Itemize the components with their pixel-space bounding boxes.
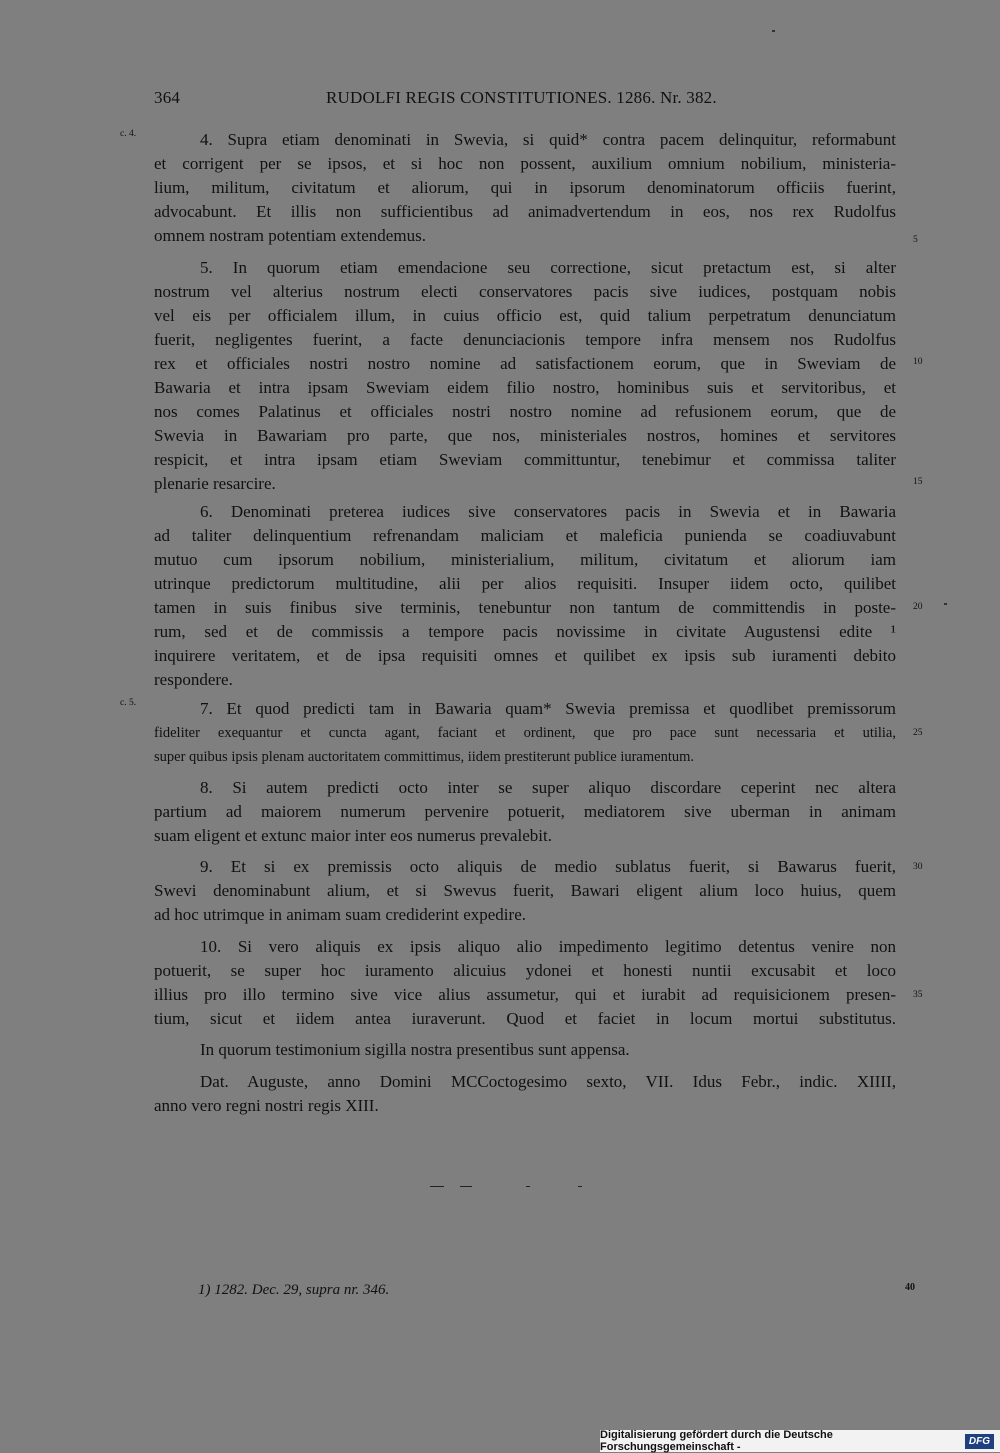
text-line: fideliter exequantur et cuncta agant, faciant et ordinent, que pro pace sunt necessaria et utilia, (154, 725, 896, 741)
line-number: 25 (913, 728, 923, 738)
section-divider (460, 1186, 472, 1187)
text-line: inquirere veritatem, et de ipsa requisiti omnes et quilibet ex ipsis sub iuramenti debito (154, 646, 896, 665)
text-line: nostrum vel alterius nostrum electi conservatores pacis sive iudices, postquam nobis (154, 282, 896, 301)
text-line: 8. Si autem predicti octo inter se super aliquo discordare ceperint nec altera (200, 778, 896, 797)
line-number: 40 (905, 1282, 915, 1293)
text-line: In quorum testimonium sigilla nostra presentibus sunt appensa. (200, 1040, 630, 1059)
margin-reference: c. 4. (120, 129, 137, 139)
section-divider (578, 1186, 582, 1187)
text-line: Bawaria et intra ipsam Sweviam eidem filio nostro, hominibus suis et servitoribus, et (154, 378, 896, 397)
text-line: 10. Si vero aliquis ex ipsis aliquo alio impedimento legitimo detentus venire non (200, 937, 896, 956)
text-line: suam eligent et extunc maior inter eos numerus prevalebit. (154, 826, 552, 845)
text-line: tium, sicut et iidem antea iuraverunt. Quod et faciet in locum mortui substitutus. (154, 1009, 896, 1028)
funding-banner (600, 1430, 1000, 1452)
text-line: 7. Et quod predicti tam in Bawaria quam* Swevia premissa et quodlibet premissorum (200, 699, 896, 718)
text-line: tamen in suis finibus sive terminis, tenebuntur non tantum de committendis in poste- (154, 598, 896, 617)
text-line: advocabunt. Et illis non sufficientibus ad animadvertendum in eos, nos rex Rudolfus (154, 202, 896, 221)
section-divider (526, 1186, 530, 1187)
section-divider (430, 1186, 444, 1187)
text-line: potuerit, se super hoc iuramento alicuius ydonei et honesti nuntii excusabit et loco (154, 961, 896, 980)
text-line: fuerit, negligentes fuerint, a facte denunciacionis tempore infra mensem nos Rudolfus (154, 330, 896, 349)
line-number: 10 (913, 357, 923, 367)
text-line: Dat. Auguste, anno Domini MCCoctogesimo sexto, VII. Idus Febr., indic. XIIII, (200, 1072, 896, 1091)
text-line: rex et officiales nostri nostro nomine ad satisfactionem eorum, que in Sweviam de (154, 354, 896, 373)
scan-speck (944, 603, 947, 605)
text-line: omnem nostram potentiam extendemus. (154, 226, 426, 245)
running-title: RUDOLFI REGIS CONSTITUTIONES. 1286. Nr. 382. (326, 88, 717, 107)
text-line: 9. Et si ex premissis octo aliquis de medio sublatus fuerit, si Bawarus fuerit, (200, 857, 896, 876)
text-line: mutuo cum ipsorum nobilium, ministerialium, militum, civitatum et aliorum iam (154, 550, 896, 569)
text-line: utrinque predictorum multitudine, alii per alios requisiti. Insuper iidem octo, quilibet (154, 574, 896, 593)
text-line: respondere. (154, 670, 233, 689)
text-line: 5. In quorum etiam emendacione seu correctione, sicut pretactum est, si alter (200, 258, 896, 277)
text-line: vel eis per officialem illum, in cuius officio est, quid talium perpetratum denunciatum (154, 306, 896, 325)
text-line: plenarie resarcire. (154, 474, 276, 493)
text-line: lium, militum, civitatum et aliorum, qui in ipsorum denominatorum officiis fuerint, (154, 178, 896, 197)
text-line: et corrigent per se ipsos, et si hoc non possent, auxilium omnium nobilium, ministeria- (154, 154, 896, 173)
banner-text: Digitalisierung gefördert durch die Deutsche Forschungsgemeinschaft - (600, 1429, 833, 1453)
line-number: 35 (913, 990, 923, 1000)
text-line: partium ad maiorem numerum pervenire potuerit, mediatorem sive uberman in animam (154, 802, 896, 821)
text-line: nos comes Palatinus et officiales nostri nostro nomine ad refusionem eorum, que de (154, 402, 896, 421)
text-line: rum, sed et de commissis a tempore pacis novissime in civitate Augustensi edite ¹ (154, 622, 896, 641)
scan-speck (772, 30, 775, 32)
dfg-logo: DFG (965, 1434, 994, 1449)
text-line: Swevia in Bawariam pro parte, que nos, ministeriales nostros, homines et servitores (154, 426, 896, 445)
line-number: 30 (913, 862, 923, 872)
text-line: Swevi denominabunt alium, et si Swevus fuerit, Bawari eligent alium loco huius, quem (154, 881, 896, 900)
running-header (154, 88, 896, 112)
line-number: 20 (913, 602, 923, 612)
text-line: 6. Denominati preterea iudices sive conservatores pacis in Swevia et in Bawaria (200, 502, 896, 521)
text-line: anno vero regni nostri regis XIII. (154, 1096, 379, 1115)
text-line: illius pro illo termino sive vice alius assumetur, qui et iurabit ad requisicionem presen- (154, 985, 896, 1004)
text-line: super quibus ipsis plenam auctoritatem committimus, iidem prestiterunt publice iuramentum. (154, 749, 695, 765)
text-line: respicit, et intra ipsam etiam Sweviam committuntur, tenebimur et commissa taliter (154, 450, 896, 469)
margin-reference: c. 5. (120, 698, 137, 708)
text-line: 4. Supra etiam denominati in Swevia, si quid* contra pacem delinquitur, reformabunt (200, 130, 896, 149)
line-number: 5 (913, 235, 918, 245)
footnote: 1) 1282. Dec. 29, supra nr. 346. (198, 1282, 390, 1298)
text-line: ad hoc utrimque in animam suam crediderint expedire. (154, 905, 526, 924)
line-number: 15 (913, 477, 923, 487)
text-line: ad taliter delinquentium refrenandam maliciam et maleficia punienda se coadiuvabunt (154, 526, 896, 545)
page-number: 364 (154, 88, 181, 107)
